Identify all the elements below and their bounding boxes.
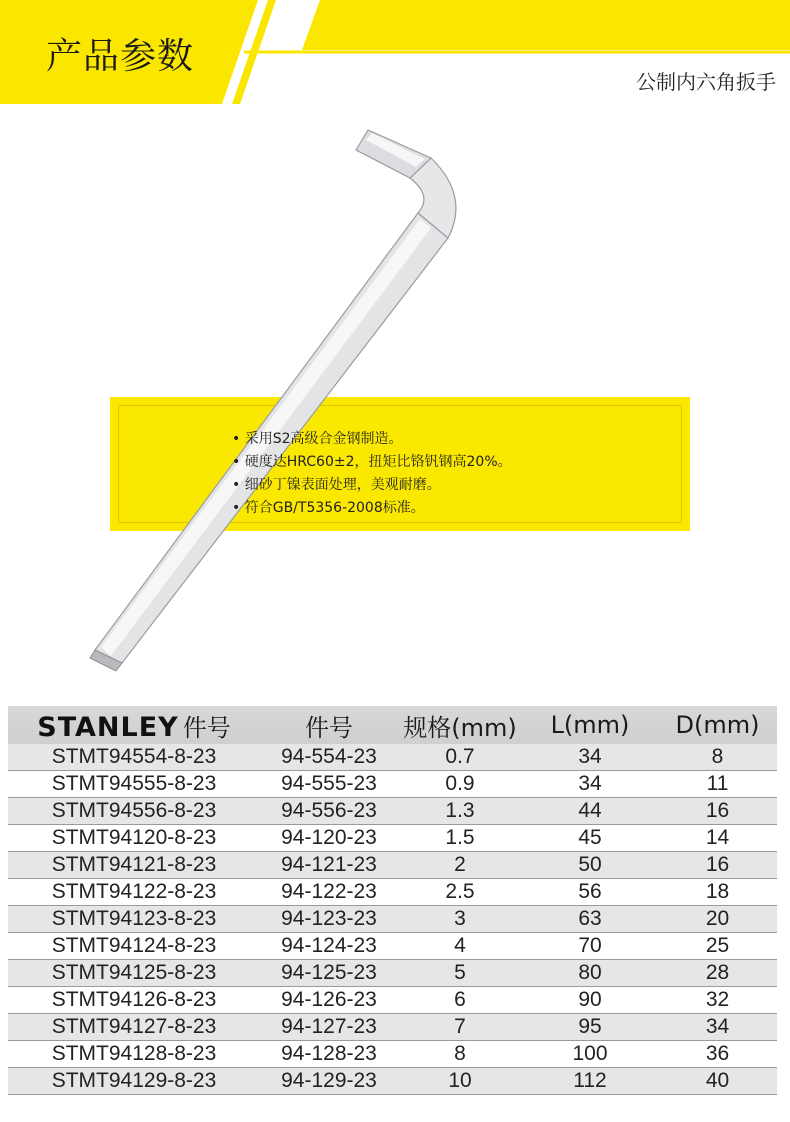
cell-diameter: 16 bbox=[658, 798, 777, 825]
cell-model: STMT94554-8-23 bbox=[8, 744, 260, 771]
table-row bbox=[8, 852, 777, 879]
cell-size: 2.5 bbox=[398, 879, 522, 906]
feature-item: • 采用S2高级合金钢制造。 bbox=[232, 428, 512, 451]
table-row bbox=[8, 879, 777, 906]
spec-table-body bbox=[8, 744, 777, 1095]
cell-model: STMT94128-8-23 bbox=[8, 1041, 260, 1068]
page-title: 产品参数 bbox=[46, 36, 195, 77]
cell-diameter: 11 bbox=[658, 771, 777, 798]
cell-size: 10 bbox=[398, 1068, 522, 1095]
page-subtitle: 公制内六角扳手 bbox=[636, 70, 776, 94]
cell-diameter: 20 bbox=[658, 906, 777, 933]
feature-list bbox=[232, 428, 512, 520]
cell-part-number: 94-122-23 bbox=[260, 879, 398, 906]
cell-length: 90 bbox=[522, 987, 658, 1014]
cell-size: 4 bbox=[398, 933, 522, 960]
cell-part-number: 94-128-23 bbox=[260, 1041, 398, 1068]
cell-length: 80 bbox=[522, 960, 658, 987]
cell-diameter: 25 bbox=[658, 933, 777, 960]
cell-part-number: 94-124-23 bbox=[260, 933, 398, 960]
cell-size: 5 bbox=[398, 960, 522, 987]
table-row bbox=[8, 960, 777, 987]
header-yellow-block-right bbox=[302, 0, 790, 50]
header-diameter: D(mm) bbox=[658, 706, 777, 744]
cell-diameter: 28 bbox=[658, 960, 777, 987]
table-row bbox=[8, 1041, 777, 1068]
cell-size: 0.7 bbox=[398, 744, 522, 771]
cell-length: 44 bbox=[522, 798, 658, 825]
header-banner bbox=[0, 0, 790, 104]
table-row bbox=[8, 744, 777, 771]
header-model-label: 件号 bbox=[182, 713, 231, 742]
cell-part-number: 94-556-23 bbox=[260, 798, 398, 825]
cell-model: STMT94121-8-23 bbox=[8, 852, 260, 879]
cell-model: STMT94124-8-23 bbox=[8, 933, 260, 960]
cell-part-number: 94-554-23 bbox=[260, 744, 398, 771]
table-row bbox=[8, 933, 777, 960]
table-row bbox=[8, 1014, 777, 1041]
cell-length: 100 bbox=[522, 1041, 658, 1068]
feature-item: • 硬度达HRC60±2，扭矩比铬钒钢高20%。 bbox=[232, 451, 512, 474]
table-row bbox=[8, 825, 777, 852]
cell-part-number: 94-127-23 bbox=[260, 1014, 398, 1041]
table-row bbox=[8, 1068, 777, 1095]
cell-size: 8 bbox=[398, 1041, 522, 1068]
header-size: 规格(mm) bbox=[398, 706, 522, 744]
spec-table bbox=[8, 706, 777, 1095]
cell-model: STMT94127-8-23 bbox=[8, 1014, 260, 1041]
cell-model: STMT94122-8-23 bbox=[8, 879, 260, 906]
cell-size: 7 bbox=[398, 1014, 522, 1041]
cell-part-number: 94-555-23 bbox=[260, 771, 398, 798]
cell-model: STMT94125-8-23 bbox=[8, 960, 260, 987]
cell-length: 70 bbox=[522, 933, 658, 960]
cell-model: STMT94123-8-23 bbox=[8, 906, 260, 933]
cell-length: 45 bbox=[522, 825, 658, 852]
stanley-logo: STANLEY bbox=[37, 711, 179, 743]
table-header-row bbox=[8, 706, 777, 744]
cell-size: 2 bbox=[398, 852, 522, 879]
cell-size: 6 bbox=[398, 987, 522, 1014]
cell-model: STMT94126-8-23 bbox=[8, 987, 260, 1014]
cell-diameter: 36 bbox=[658, 1041, 777, 1068]
feature-item: • 符合GB/T5356-2008标准。 bbox=[232, 497, 512, 520]
cell-length: 95 bbox=[522, 1014, 658, 1041]
cell-model: STMT94129-8-23 bbox=[8, 1068, 260, 1095]
cell-size: 1.5 bbox=[398, 825, 522, 852]
cell-part-number: 94-125-23 bbox=[260, 960, 398, 987]
cell-model: STMT94556-8-23 bbox=[8, 798, 260, 825]
cell-model: STMT94120-8-23 bbox=[8, 825, 260, 852]
cell-part-number: 94-129-23 bbox=[260, 1068, 398, 1095]
cell-length: 34 bbox=[522, 744, 658, 771]
cell-diameter: 14 bbox=[658, 825, 777, 852]
cell-part-number: 94-121-23 bbox=[260, 852, 398, 879]
cell-size: 1.3 bbox=[398, 798, 522, 825]
header-model bbox=[8, 706, 260, 744]
cell-size: 3 bbox=[398, 906, 522, 933]
header-length: L(mm) bbox=[522, 706, 658, 744]
cell-diameter: 16 bbox=[658, 852, 777, 879]
cell-diameter: 32 bbox=[658, 987, 777, 1014]
cell-part-number: 94-120-23 bbox=[260, 825, 398, 852]
cell-diameter: 18 bbox=[658, 879, 777, 906]
cell-length: 50 bbox=[522, 852, 658, 879]
feature-item: • 细砂丁镍表面处理，美观耐磨。 bbox=[232, 474, 512, 497]
cell-model: STMT94555-8-23 bbox=[8, 771, 260, 798]
hex-key-image bbox=[0, 104, 790, 694]
cell-length: 56 bbox=[522, 879, 658, 906]
cell-size: 0.9 bbox=[398, 771, 522, 798]
table-row bbox=[8, 771, 777, 798]
hex-key-shape bbox=[90, 130, 456, 671]
cell-diameter: 34 bbox=[658, 1014, 777, 1041]
cell-part-number: 94-126-23 bbox=[260, 987, 398, 1014]
table-row bbox=[8, 798, 777, 825]
table-row bbox=[8, 987, 777, 1014]
header-part-number: 件号 bbox=[260, 706, 398, 744]
cell-part-number: 94-123-23 bbox=[260, 906, 398, 933]
cell-length: 63 bbox=[522, 906, 658, 933]
cell-diameter: 40 bbox=[658, 1068, 777, 1095]
cell-length: 34 bbox=[522, 771, 658, 798]
cell-length: 112 bbox=[522, 1068, 658, 1095]
cell-diameter: 8 bbox=[658, 744, 777, 771]
table-row bbox=[8, 906, 777, 933]
